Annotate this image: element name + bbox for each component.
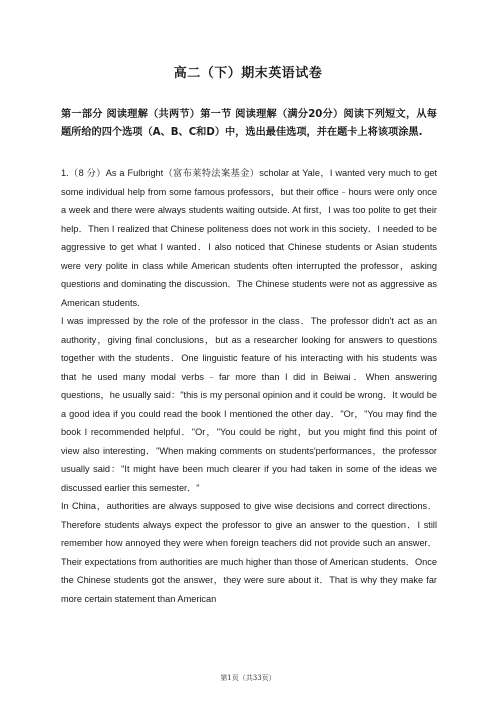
passage-paragraph-1: 1.（8 分）As a Fulbright（富布莱特法案基金）scholar at Yale，I wanted very much to get some individual help from some famous professors，but their office﹣hours were only once a week and there were always students waiting outside. At first，I was too polite to get their help．Then I realized that Chinese politeness does not work in this society．I needed to be aggressive to get what I wanted．I also noticed that Chinese students or Asian students were very polite in class while American students often interrupted the professor，asking questions and dominating the discussion．The Chinese students were not as aggressive as American students. xyxy=(61,168,437,308)
passage-paragraph-3: In China，authorities are always supposed to give wise decisions and correct directions．Therefore students always expect the professor to give an answer to the question．I still remember how annoyed they were when foreign teachers did not provide such an answer．Their expectations from authorities are much higher than those of American students．Once the Chinese students got the answer，they were sure about it．That is why they make far more certain statement than American xyxy=(61,501,437,604)
passage-body xyxy=(61,164,437,608)
passage-paragraph-2: I was impressed by the role of the professor in the class．The professor didn't act as an authority，giving final conclusions，but as a researcher looking for answers to questions together with the students．One linguistic feature of his interacting with his students was that he used many modal verbs﹣far more than I did in Beiwai．When answering questions，he usually said："this is my personal opinion and it could be wrong．It would be a good idea if you could read the book I mentioned the other day．"Or，"You may find the book I recommended helpful．"Or，"You could be right，but you might find this point of view also interesting．"When making comments on students'performances，the professor usually said："It might have been much clearer if you had taken in some of the ideas we discussed earlier this semester．" xyxy=(61,316,437,493)
exam-title: 高二（下）期末英语试卷 xyxy=(173,66,323,81)
page-footer: 第1页（共33页） xyxy=(220,674,276,682)
section-heading: 第一部分 阅读理解（共两节）第一节 阅读理解（满分20分）阅读下列短文，从每题所给的四个选项（A、B、C和D）中，选出最佳选项，并在题卡上将该项涂黑. xyxy=(61,109,437,138)
